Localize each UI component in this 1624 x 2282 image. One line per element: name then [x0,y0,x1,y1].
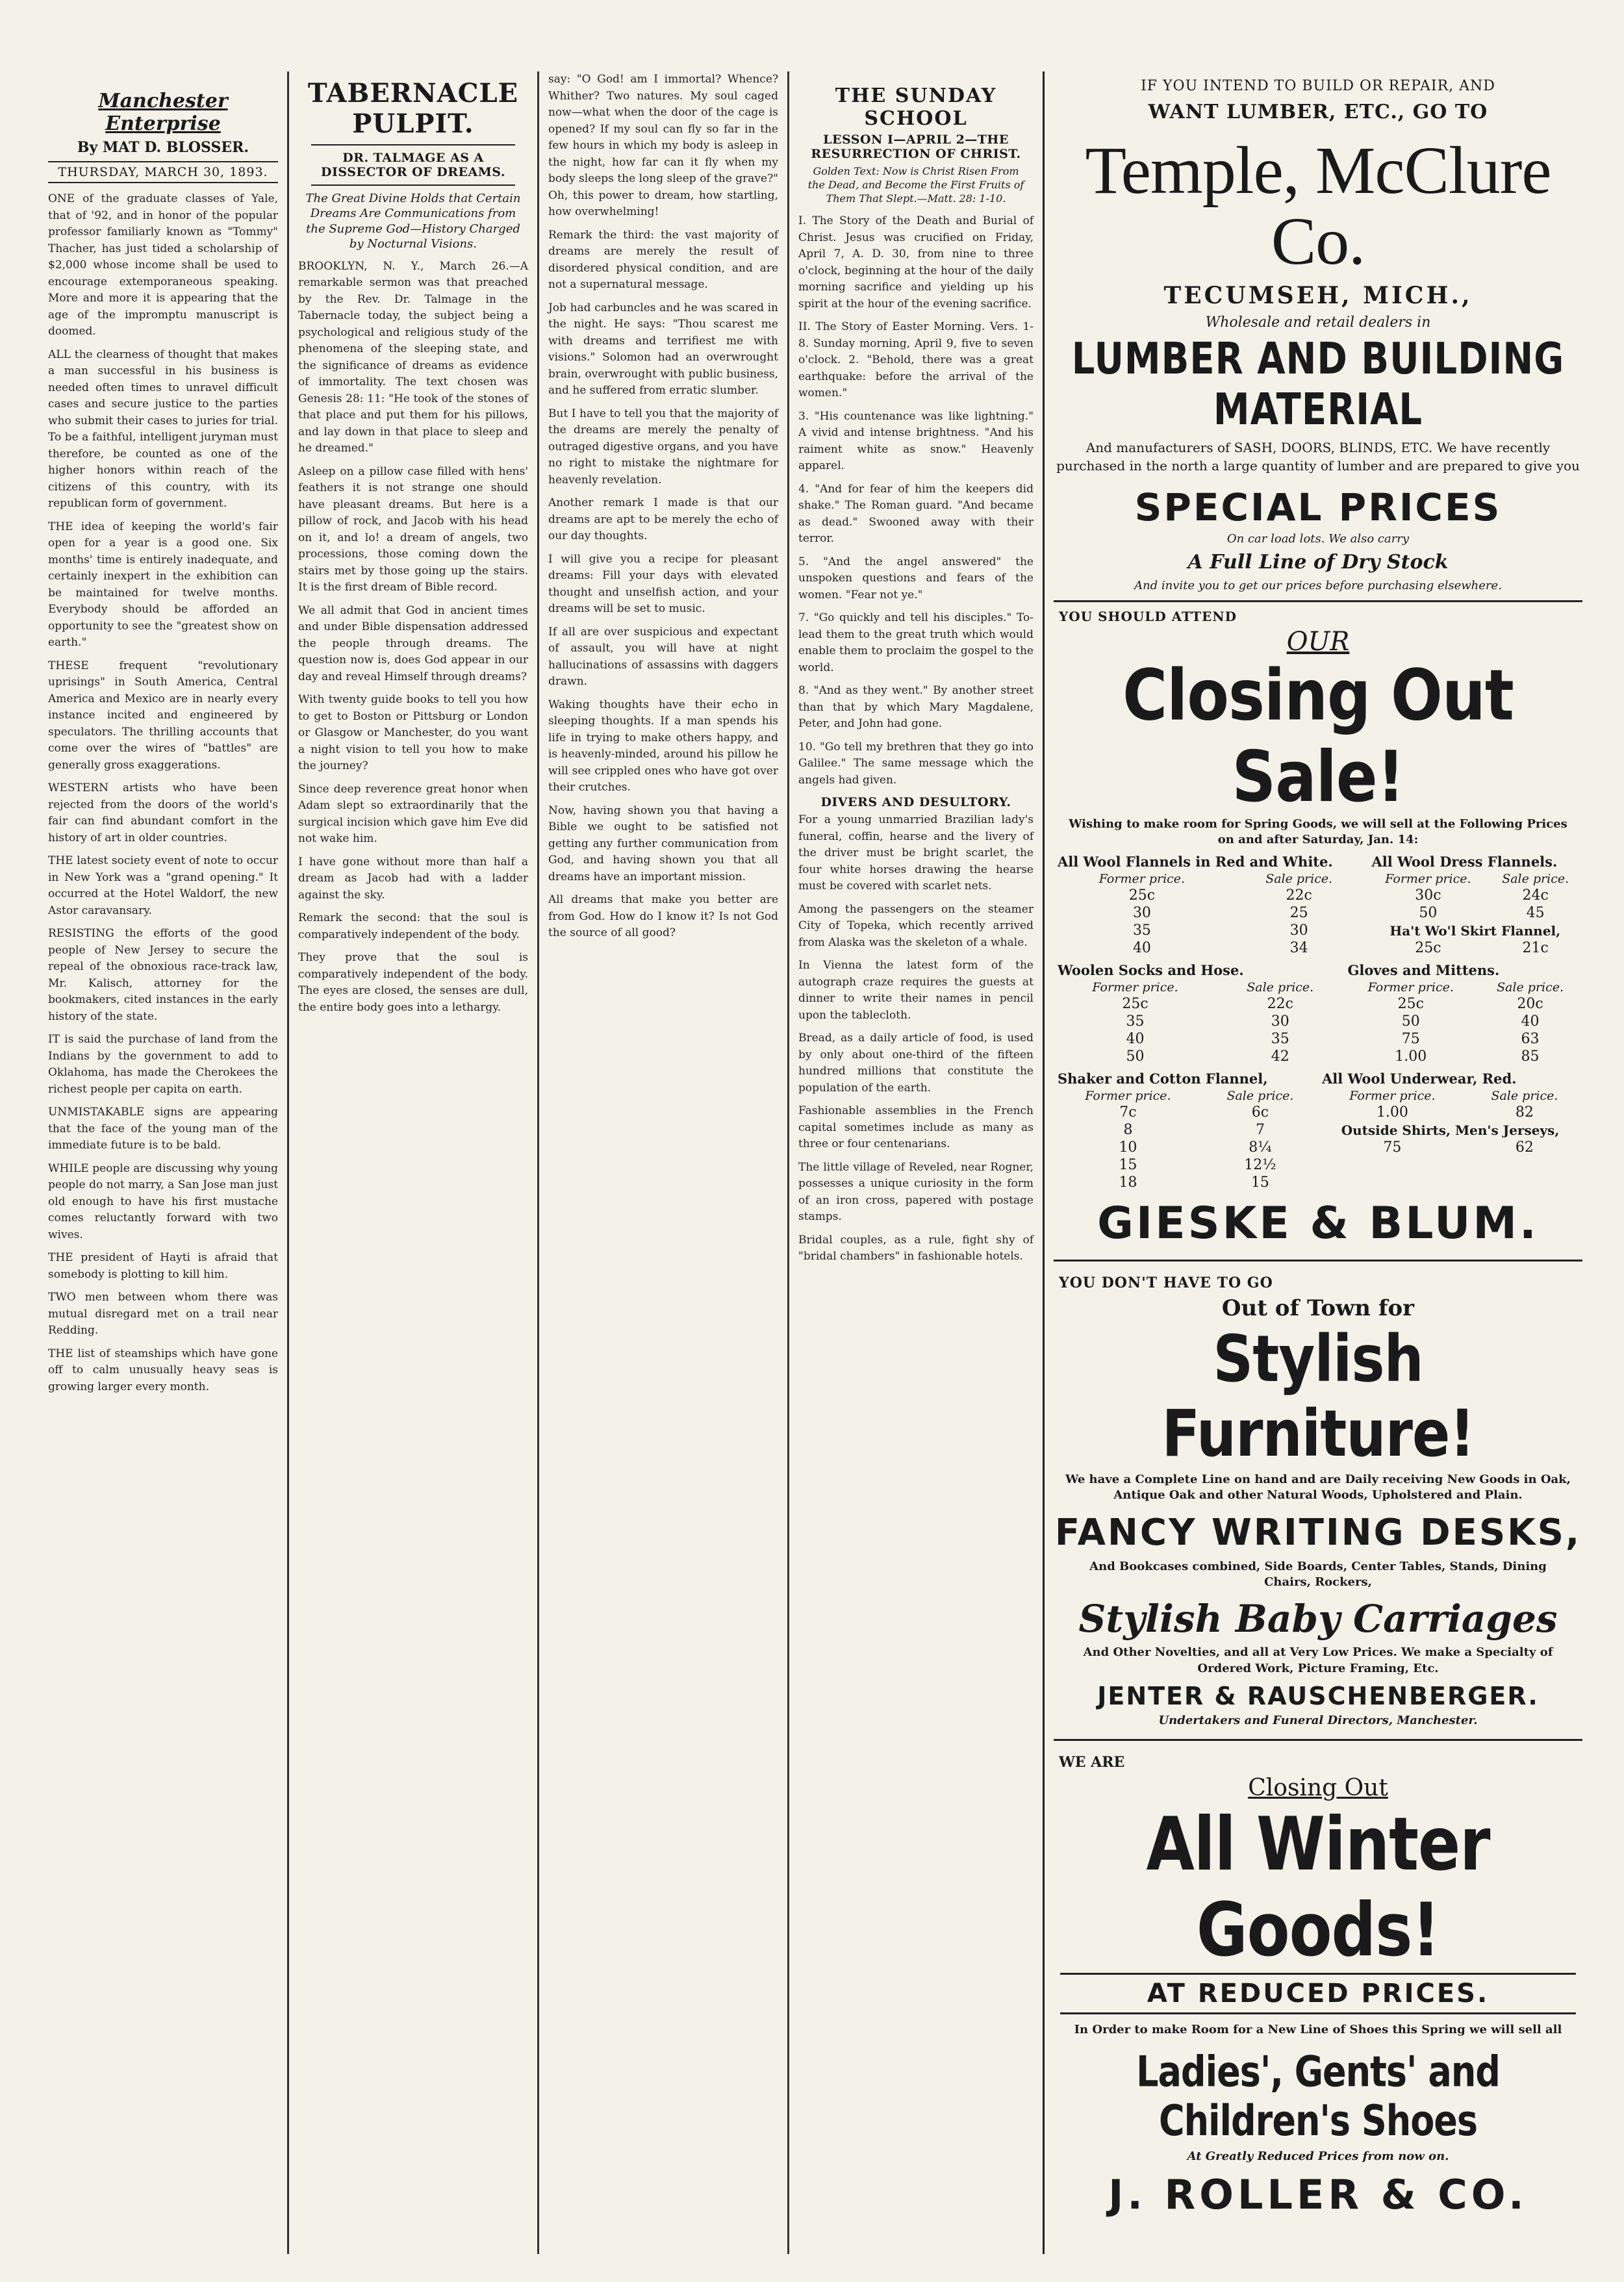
price-subheading: Ha't Wo'l Skirt Flannel, [1389,922,1561,939]
sermon-paragraph: say: "O God! am I immortal? Whence? Whither? Two natures. My soul caged now—what when the door of the cage is opened? If my soul can fly so far in the few hours in which my body is asleep in the night, how far can it fly when my body sleeps the long sleep of the grave?" Oh, this power to dream, how startling, how overwhelming! [548,73,778,218]
sermon-column [289,71,539,2254]
newspaper-page [39,71,1592,2254]
ad-intro: IF YOU INTEND TO BUILD OR REPAIR, AND [1141,78,1495,94]
sermon-paragraph: BROOKLYN, N. Y., March 26.—A remarkable sermon was that preached by the Rev. Dr. Talmage in the Tabernacle today, the subject being a psychological and religious study of the phenomena of the sleeping state, and the significance of dreams as evidence of immortality. The text chosen was Genesis 28: 11: "He took of the stones of that place and put them for his pillows, and lay down in that place to sleep and he dreamed." [298,259,528,455]
divider [311,184,515,186]
price-cell: 25c [1122,996,1148,1013]
price-cell: 21c [1522,940,1549,957]
ad-closing-out-sale: Closing Out Sale! [1123,655,1514,818]
price-cell: 40 [1521,1013,1540,1030]
price-cell: 85 [1521,1048,1540,1065]
price-column-label: Sale price. [1226,1089,1294,1104]
ad-wish-text: Wishing to make room for Spring Goods, we will sell at the Following Prices on and after Saturday, Jan. 14: [1069,817,1567,846]
price-row [1054,1156,1582,1174]
editorial-paragraph: THE idea of keeping the world's fair open for a year is a good one. Six months' time is entirely inadequate, and certainly inexpert in the exhibition can be maintained for twelve months. Everybody should be afforded an opportunity to see the "greatest show on earth." [48,520,278,649]
price-row [1054,1104,1582,1121]
sermon-paragraph: Another remark I made is that our dreams are apt to be merely the echo of our day thoughts. [548,496,778,542]
price-row [1054,1030,1582,1048]
price-cell: 35 [1132,922,1151,939]
price-cell: 7 [1255,1122,1265,1139]
price-table-heading: Shaker and Cotton Flannel, [1058,1071,1268,1087]
ad-dealers-line: Wholesale and retail dealers in [1205,314,1431,331]
price-cell: 82 [1515,1104,1534,1121]
ad-stylish-furniture: Stylish Furniture! [1161,1322,1475,1472]
ad-fancy-desks: FANCY WRITING DESKS, [1054,1511,1582,1554]
price-column-label: Former price. [1367,980,1454,995]
miscellany-paragraph: For a young unmarried Brazilian lady's funeral, coffin, hearse and the livery of the driver must be bright scarlet, the four white horses drawing the hearse must be covered with scarlet nets. [798,813,1034,893]
sermon-deck: The Great Divine Holds that Certain Dreams Are Communications from the Supreme God—History Charged by Nocturnal Visions. [305,192,521,251]
miscellany-paragraph: Fashionable assemblies in the French capital sometimes include as many as three or four centenarians. [798,1104,1034,1151]
price-table-socks [1054,959,1582,1065]
price-cell: 7c [1119,1104,1137,1121]
price-cell: 8 [1123,1122,1133,1139]
price-column-label: Sale price. [1265,872,1333,887]
editorial-paragraph: THE list of steamships which have gone off to calm unusually heavy seas is growing larger every month. [48,1347,278,1393]
sermon-paragraph: Waking thoughts have their echo in sleeping thoughts. If a man spends his life in trying to make others happy, and is heavenly-minded, around his pillow he will see crippled ones who have got over their crutches. [548,698,778,794]
price-cell: 50 [1126,1048,1145,1065]
price-column-label: Sale price. [1491,1089,1558,1104]
editorial-paragraph: RESISTING the efforts of the good people of New Jersey to secure the repeal of the obnoxious race-track law, Mr. Kalisch, attorney for the bookmakers, cited instances in the early history of the state. [48,927,278,1023]
price-table-flannels [1054,851,1582,957]
sermon-paragraph: Since deep reverence great honor when Adam slept so extraordinarily that the surgical incision which gave him Eve did not wake him. [298,782,528,846]
price-column-label: Former price. [1085,1089,1171,1104]
ad-special-prices: SPECIAL PRICES [1134,485,1502,530]
sermon-paragraph: Asleep on a pillow case filled with hens' feathers it is not strange one should have pleasant dreams. But here is a pillow of rock, and Jacob with his head on it, and lo! a dream of angels, two processions, those coming down the stairs met by those going up the stairs. It is the first dream of Bible record. [298,464,528,594]
price-cell: 12½ [1244,1157,1276,1174]
price-cell: 25 [1289,905,1308,922]
price-cell: 10 [1119,1139,1137,1156]
price-cell: 35 [1271,1031,1289,1048]
price-cell: 63 [1521,1031,1540,1048]
sermon-paragraph: I have gone without more than half a dream as Jacob had with a ladder against the sky. [298,855,528,902]
section-heading: DIVERS AND DESULTORY. [820,795,1011,810]
ad-dont-line: YOU DON'T HAVE TO GO [1059,1274,1273,1292]
price-column-label: Former price. [1092,980,1178,995]
price-cell: 20c [1517,996,1543,1013]
miscellany-paragraph: Among the passengers on the steamer City of Topeka, which recently arrived from Alaska was the skeleton of a whale. [798,902,1034,949]
price-table-heading: All Wool Underwear, Red. [1322,1071,1517,1087]
editorial-paragraph: IT is said the purchase of land from the Indians by the government to add to Oklahoma, has made the Cherokees the richest people per capita on earth. [48,1033,278,1096]
price-cell: 25c [1397,996,1424,1013]
ad-want-line: WANT LUMBER, ETC., GO TO [1148,101,1488,123]
editorial-column [39,71,289,2254]
price-cell: 8¼ [1249,1139,1272,1156]
price-row [1054,1121,1582,1139]
price-column-label: Sale price. [1247,980,1314,995]
sermon-paragraph: Remark the second: that the soul is comparatively independent of the body. [298,911,528,941]
price-row [1054,904,1582,922]
price-table-heading: All Wool Flannels in Red and White. [1058,854,1333,870]
price-column-label: Former price. [1349,1089,1436,1104]
ad-description: We have a Complete Line on hand and are Daily receiving New Goods in Oak, Antique Oak and other Natural Woods, Upholstered and Plain. [1065,1473,1571,1502]
sermon-paragraph: With twenty guide books to tell you how to get to Boston or Pittsburg or London or Glasgow or Manchester, do you want a night vision to tell you how to make the journey? [298,693,528,773]
temple-mcclure-ad [1054,71,1582,602]
price-cell: 34 [1289,940,1308,957]
price-row [1054,1013,1582,1030]
price-table-heading: Woolen Socks and Hose. [1058,962,1244,979]
price-cell: 1.00 [1376,1104,1408,1121]
ad-all-winter-goods: All Winter Goods! [1146,1801,1490,1973]
editorial-paragraph: ALL the clearness of thought that makes a man successful in his business is needed often times to unravel difficult cases and secure justice to the parties who submit their cases to juries for trial. To be a faithful, intelligent juryman must therefore, be counted as one of the higher honors within reach of the citizens of this country, with its republican form of government. [48,348,278,510]
sermon-paragraph: Now, having shown you that having a Bible we ought to be satisfied not getting any further communication from God, and having shown you that all dreams have an important mission. [548,804,778,883]
editorial-paragraph: UNMISTAKABLE signs are appearing that the face of the young man of the immediate future is to be bald. [48,1106,278,1152]
lesson-paragraph: 8. "And as they went." By another street than that by which Mary Magdalene, Peter, and John had gone. [798,684,1034,731]
sermon-paragraph: They prove that the soul is comparatively independent of the body. The eyes are closed, the senses are dull, the entire body goes into a lethargy. [298,951,528,1014]
sermon-paragraph: All dreams that make you better are from God. How do I know it? Is not God the source of all good? [548,893,778,939]
roller-ad [1054,1741,1582,2233]
sermon-headline: TABERNACLE PULPIT. [307,78,519,139]
sermon-paragraph: I will give you a recipe for pleasant dreams: Fill your days with elevated thought and unselfish action, and your dreams will be set to music. [548,552,778,615]
sermon-paragraph: But I have to tell you that the majority of the dreams are merely the penalty of outraged digestive organs, and you have no right to mistake the nightmare for heavenly revelation. [548,407,778,487]
ad-attend-line: YOU SHOULD ATTEND [1059,609,1237,625]
price-cell: 40 [1126,1031,1145,1048]
lesson-headline: THE SUNDAY SCHOOL [835,84,997,130]
price-cell: 30 [1271,1013,1289,1030]
ad-firm-name: Temple, McClure Co. [1085,133,1551,279]
price-cell: 42 [1271,1048,1289,1065]
advertisement-column [1043,71,1592,2254]
price-row [1054,939,1582,957]
price-row [1054,887,1582,904]
ad-town: TECUMSEH, MICH., [1163,282,1473,310]
price-row [1054,922,1582,939]
price-table-heading: Gloves and Mittens. [1347,962,1500,979]
ad-lumber-heading: LUMBER AND BUILDING MATERIAL [1071,334,1565,436]
ad-out-of-town: Out of Town for [1221,1295,1415,1322]
price-subheading: Outside Shirts, Men's Jerseys, [1341,1122,1560,1138]
ad-invite-line: And invite you to get our prices before purchasing elsewhere. [1134,579,1502,593]
price-cell: 6c [1251,1104,1269,1121]
price-table-shaker [1054,1068,1582,1191]
price-cell: 25c [1415,940,1441,957]
price-column-label: Sale price. [1502,872,1569,887]
ad-our-line: OUR [1286,627,1350,657]
lesson-subheadline: LESSON I—APRIL 2—THE RESURRECTION OF CHRIST. [811,133,1021,161]
price-cell: 50 [1419,905,1438,922]
ad-closing-out: Closing Out [1248,1775,1388,1802]
price-table-heading: All Wool Dress Flannels. [1371,854,1558,870]
divider [311,144,515,146]
price-cell: 25c [1128,887,1156,904]
editorial-paragraph: TWO men between whom there was mutual disregard met on a trail near Redding. [48,1291,278,1337]
miscellany-paragraph: Bridal couples, as a rule, fight shy of "bridal chambers" in fashionable hotels. [798,1233,1034,1263]
price-cell: 30c [1415,887,1441,904]
editorial-paragraph: THE latest society event of note to occur in New York was a "grand opening." It occurred at the Hotel Waldorf, the new Astor caravansary. [48,854,278,917]
sermon-paragraph: We all admit that God in ancient times and under Bible dispensation addressed the people through dreams. The question now is, does God appear in our day and reveal Himself through dreams? [298,603,528,683]
sunday-school-column [789,71,1043,2254]
ad-greatly-reduced: At Greatly Reduced Prices from now on. [1187,2149,1449,2163]
editorial-paragraph: ONE of the graduate classes of Yale, that of '92, and in honor of the popular professor familiarly known as "Tommy" Thacher, has just tided a scholarship of $2,000 whose income shall be used to encourage extemporaneous speaking. More and more it is appearing that the age of the impromptu manuscript is doomed. [48,192,278,338]
ad-firm-name: GIESKE & BLUM. [1097,1198,1539,1250]
jenter-rauschenberger-ad [1054,1261,1582,1741]
lesson-paragraph: 10. "Go tell my brethren that they go into Galilee." The same message which the angels had given. [798,740,1034,787]
gieske-blum-ad [1054,602,1582,1261]
golden-text: Golden Text: Now is Christ Risen From the Dead, and Become the First Fruits of Them That Slept.—Matt. 28: 1-10. [807,165,1024,205]
lesson-paragraph: 4. "And for fear of him the keepers did shake." The Roman guard. "And became as dead." Swooned away with their terror. [798,482,1034,546]
ad-novelties: And Other Novelties, and all at Very Low Prices. We make a Specialty of Ordered Work, Picture Framing, Etc. [1083,1645,1553,1675]
miscellany-paragraph: In Vienna the latest form of the autograph craze requires the guests at dinner to write their names in pencil upon the tablecloth. [798,959,1034,1022]
sermon-paragraph: Job had carbuncles and he was scared in the night. He says: "Thou scarest me with dreams and terrifiest me with visions." Solomon had an overwrought brain, overwrought with public business, and he suffered from erratic slumber. [548,301,778,397]
miscellany-paragraph: The little village of Reveled, near Rogner, possesses a unique curiosity in the form of an iron cross, papered with postage stamps. [798,1160,1034,1224]
price-cell: 1.00 [1395,1048,1427,1065]
editorial-paragraph: WHILE people are discussing why young people do not marry, a San Jose man just old enough to have his first mustache comes reluctantly forward with two wives. [48,1161,278,1241]
price-column-label: Former price. [1098,872,1186,887]
price-cell: 62 [1515,1139,1534,1156]
ad-firm-name: JENTER & RAUSCHENBERGER. [1097,1681,1539,1710]
price-row [1054,1174,1582,1191]
price-column-label: Sale price. [1497,980,1564,995]
lesson-paragraph: II. The Story of Easter Morning. Vers. 1-8. Sunday morning, April 9, five to seven o'clock. 2. "Behold, there was a great earthquake: before the arrival of the women." [798,320,1034,400]
sermon-paragraph: Remark the third: the vast majority of dreams are merely the result of disordered physical condition, and are not a supernatural message. [548,228,778,291]
price-cell: 30 [1289,922,1308,939]
sermon-continued-column [539,71,789,2254]
price-row [1054,1048,1582,1065]
price-cell: 22c [1286,887,1312,904]
price-cell: 22c [1267,996,1293,1013]
ad-undertakers: Undertakers and Funeral Directors, Manchester. [1158,1713,1478,1727]
price-column-label: Former price. [1385,872,1471,887]
price-cell: 75 [1383,1139,1402,1156]
lesson-paragraph: I. The Story of the Death and Burial of Christ. Jesus was crucified on Friday, April 7, A. D. 30, from nine to three o'clock, beginning at the hour of the daily morning sacrifice and yielding up his spirit at the hour of the evening sacrifice. [798,214,1034,311]
ad-baby-carriages: Stylish Baby Carriages [1078,1597,1558,1642]
ad-room-text: In Order to make Room for a New Line of Shoes this Spring we will sell all [1074,2023,1562,2037]
editorial-paragraph: WESTERN artists who have been rejected from the doors of the world's fair can find abundant comfort in the history of art in older countries. [48,781,278,844]
masthead: Manchester Enterprise [98,90,228,135]
price-cell: 24c [1522,887,1549,904]
price-row [1054,1139,1582,1156]
price-cell: 35 [1126,1013,1145,1030]
ad-manufacturers-text: And manufacturers of SASH, DOORS, BLINDS, ETC. We have recently purchased in the north a large quantity of lumber and are prepared to give you [1056,440,1580,474]
sermon-paragraph: If all are over suspicious and expectant of assault, you will have at night hallucinations of assassins with daggers drawn. [548,625,778,688]
sermon-subheadline: DR. TALMAGE AS A DISSECTOR OF DREAMS. [321,151,505,179]
editorial-paragraph: THESE frequent "revolutionary uprisings" in South America, Central America and Mexico are in nearly every instance incited and engineered by speculators. The thrilling accounts that come over the wires of "battles" are generally gross exaggerations. [48,659,278,772]
byline: By MAT D. BLOSSER. [77,139,249,156]
price-cell: 18 [1119,1174,1137,1191]
lesson-paragraph: 3. "His countenance was like lightning." A vivid and intense brightness. "And his raiment white as snow." Heavenly apparel. [798,409,1034,473]
ad-we-are: WE ARE [1059,1754,1125,1771]
price-cell: 75 [1401,1031,1420,1048]
price-cell: 15 [1119,1157,1137,1174]
price-cell: 15 [1250,1174,1269,1191]
price-cell: 45 [1526,905,1545,922]
editorial-paragraph: THE president of Hayti is afraid that somebody is plotting to kill him. [48,1251,278,1281]
ad-reduced-prices: AT REDUCED PRICES. [1060,1973,1576,2014]
lesson-paragraph: 7. "Go quickly and tell his disciples." To-lead them to the great truth which would enable them to proclaim the gospel to the world. [798,611,1034,674]
price-row [1054,995,1582,1013]
ad-firm-name: J. ROLLER & CO. [1108,2170,1528,2218]
price-cell: 30 [1132,905,1151,922]
lesson-paragraph: 5. "And the angel answered" the unspoken questions and fears of the women. "Fear not ye." [798,555,1034,602]
price-cell: 40 [1132,940,1151,957]
dateline: THURSDAY, MARCH 30, 1893. [48,161,278,183]
ad-carload-line: On car load lots. We also carry [1226,532,1410,546]
miscellany-paragraph: Bread, as a daily article of food, is used by only about one-third of the fifteen hundred millions that constitute the population of the earth. [798,1032,1034,1095]
ad-bookcases: And Bookcases combined, Side Boards, Center Tables, Stands, Dining Chairs, Rockers, [1089,1559,1547,1590]
ad-dry-stock: A Full Line of Dry Stock [1187,551,1449,574]
ad-shoes-heading: Ladies', Gents' and Children's Shoes [1136,2046,1500,2146]
price-cell: 50 [1401,1013,1420,1030]
